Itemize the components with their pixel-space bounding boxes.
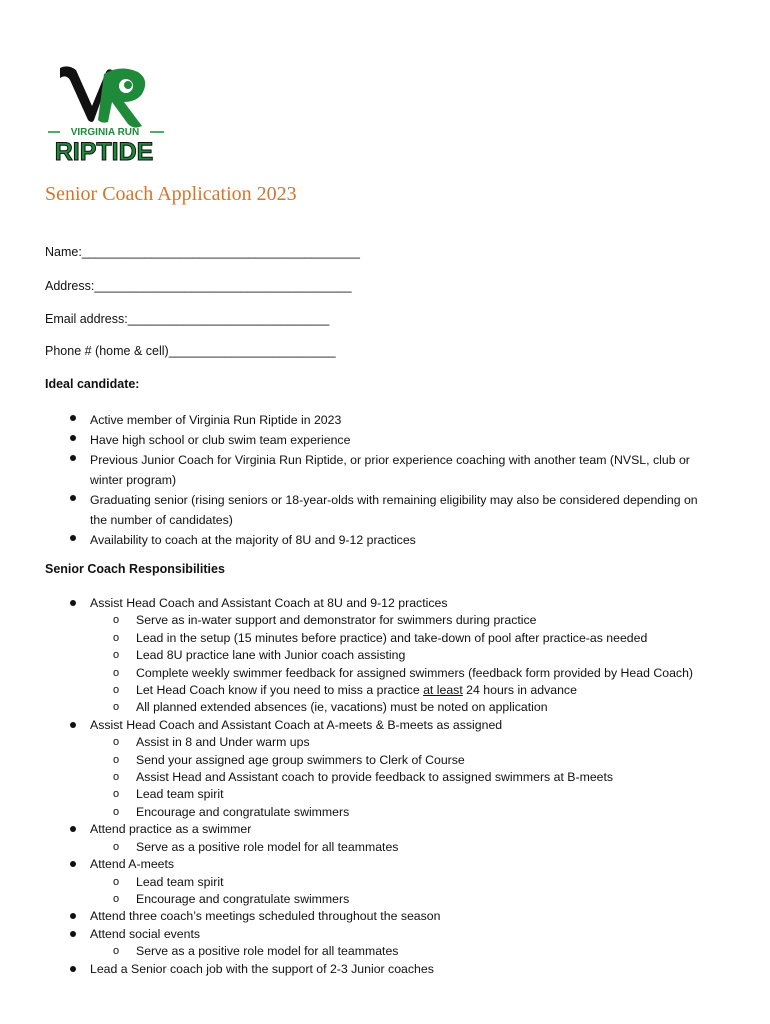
list-item-text: the number of candidates) [90,513,233,527]
underlined-text: at least [423,683,463,698]
list-item [45,530,735,550]
sub-bullet-icon: o [113,892,120,905]
email-line[interactable]: _____________________________ [127,312,330,326]
bullet-icon [70,966,76,972]
name-label: Name: [45,245,82,259]
ideal-candidate-heading: Ideal candidate: [45,377,140,391]
bullet-icon [70,826,76,832]
sub-list-item [45,769,735,786]
sub-bullet-icon: o [113,649,120,662]
list-item [45,961,735,978]
sub-list-item [45,874,735,891]
list-item-text: Graduating senior (rising seniors or 18-year-olds with remaining eligibility may also be considered depending on [90,493,698,507]
sub-list-item [45,839,735,856]
sub-list-item-text: Encourage and congratulate swimmers [136,804,350,819]
phone-label: Phone # (home & cell) [45,344,169,358]
list-item-continuation [45,510,735,530]
bullet-icon [70,931,76,937]
list-item [45,821,735,838]
bullet-icon [70,535,76,541]
list-item-text: Attend social events [90,926,201,941]
sub-list-item [45,630,735,647]
sub-bullet-icon: o [113,614,120,627]
sub-list-item [45,752,735,769]
list-item-text: Previous Junior Coach for Virginia Run Riptide, or prior experience coaching with another team (NVSL, club or [90,453,690,467]
sub-bullet-icon: o [113,666,120,679]
sub-list-item-text: Send your assigned age group swimmers to Clerk of Course [136,752,465,767]
list-item [45,490,735,510]
list-item-text: Lead a Senior coach job with the support of 2-3 Junior coaches [90,961,434,976]
sub-list-item-text: Lead team spirit [136,874,224,889]
bullet-icon [70,913,76,919]
name-field[interactable] [45,245,360,259]
list-item-text: Assist Head Coach and Assistant Coach at A-meets & B-meets as assigned [90,717,503,732]
list-item [45,856,735,873]
sub-list-item-text-post: 24 hours in advance [462,683,577,698]
sub-bullet-icon: o [113,753,120,766]
sub-bullet-icon: o [113,631,120,644]
list-item-text: Assist Head Coach and Assistant Coach at 8U and 9-12 practices [90,596,448,610]
name-line[interactable]: ________________________________________ [81,245,360,259]
address-line[interactable]: _____________________________________ [94,279,352,293]
bullet-icon [70,600,76,606]
sub-bullet-icon: o [113,771,120,784]
riptide-logo [46,60,166,164]
responsibilities-list [45,595,735,978]
phone-field[interactable] [45,344,336,358]
sub-bullet-icon: o [113,805,120,818]
sub-list-item [45,804,735,821]
list-item-text: Availability to coach at the majority of 8U and 9-12 practices [90,533,416,547]
sub-bullet-icon: o [113,875,120,888]
sub-list-item-text: Complete weekly swimmer feedback for assigned swimmers (feedback form provided by Head Coach) [136,665,693,680]
sub-list-item [45,665,735,682]
list-item-text: Active member of Virginia Run Riptide in 2023 [90,413,342,427]
list-item [45,410,735,430]
sub-list-item-text: Lead 8U practice lane with Junior coach assisting [136,648,406,663]
page-title: Senior Coach Application 2023 [45,183,297,205]
sub-list-item-text: Lead in the setup (15 minutes before practice) and take-down of pool after practice-as needed [136,630,648,645]
list-item [45,430,735,450]
sub-list-item-text: Assist in 8 and Under warm ups [136,735,310,750]
list-item [45,450,735,470]
bullet-icon [70,861,76,867]
sub-bullet-icon: o [113,684,120,697]
responsibilities-heading: Senior Coach Responsibilities [45,562,225,576]
address-field[interactable] [45,279,352,293]
list-item-text: Attend A-meets [90,857,175,872]
bullet-icon [70,455,76,461]
logo-bottom-text: RIPTIDE [54,138,154,164]
bullet-icon [70,722,76,728]
bullet-icon [70,415,76,421]
sub-list-item [45,647,735,664]
ideal-candidate-list [45,410,735,550]
sub-bullet-icon: o [113,840,120,853]
sub-list-item [45,612,735,629]
sub-bullet-icon: o [113,788,120,801]
list-item [45,908,735,925]
sub-bullet-icon: o [113,736,120,749]
riptide-logo-graphic [46,60,166,164]
sub-list-item [45,734,735,751]
email-field[interactable] [45,312,329,326]
sub-list-item-text: All planned extended absences (ie, vacations) must be noted on application [136,700,548,715]
email-label: Email address: [45,312,128,326]
sub-list-item-text: Serve as a positive role model for all teammates [136,839,399,854]
logo-top-text: VIRGINIA RUN [70,127,140,138]
sub-list-item-text: Encourage and congratulate swimmers [136,891,350,906]
sub-list-item [45,943,735,960]
sub-list-item [45,682,735,699]
phone-line[interactable]: ________________________ [168,344,336,358]
sub-list-item-text: Assist Head and Assistant coach to provide feedback to assigned swimmers at B-meets [136,770,614,785]
sub-list-item-text: Serve as a positive role model for all teammates [136,944,399,959]
list-item [45,926,735,943]
sub-list-item [45,891,735,908]
sub-list-item-text: Lead team spirit [136,787,224,802]
address-label: Address: [45,279,95,293]
sub-list-item [45,699,735,716]
list-item-text: Have high school or club swim team experience [90,433,351,447]
list-item [45,717,735,734]
sub-bullet-icon: o [113,945,120,958]
bullet-icon [70,495,76,501]
sub-list-item [45,786,735,803]
list-item-text: Attend practice as a swimmer [90,822,252,837]
list-item-text: Attend three coach’s meetings scheduled throughout the season [90,909,441,924]
bullet-icon [70,435,76,441]
list-item [45,595,735,612]
sub-list-item-text: Serve as in-water support and demonstrator for swimmers during practice [136,613,537,628]
sub-bullet-icon: o [113,701,120,714]
sub-list-item-text-pre: Let Head Coach know if you need to miss a practice [136,683,424,698]
list-item-continuation [45,470,735,490]
list-item-text: winter program) [90,473,177,487]
